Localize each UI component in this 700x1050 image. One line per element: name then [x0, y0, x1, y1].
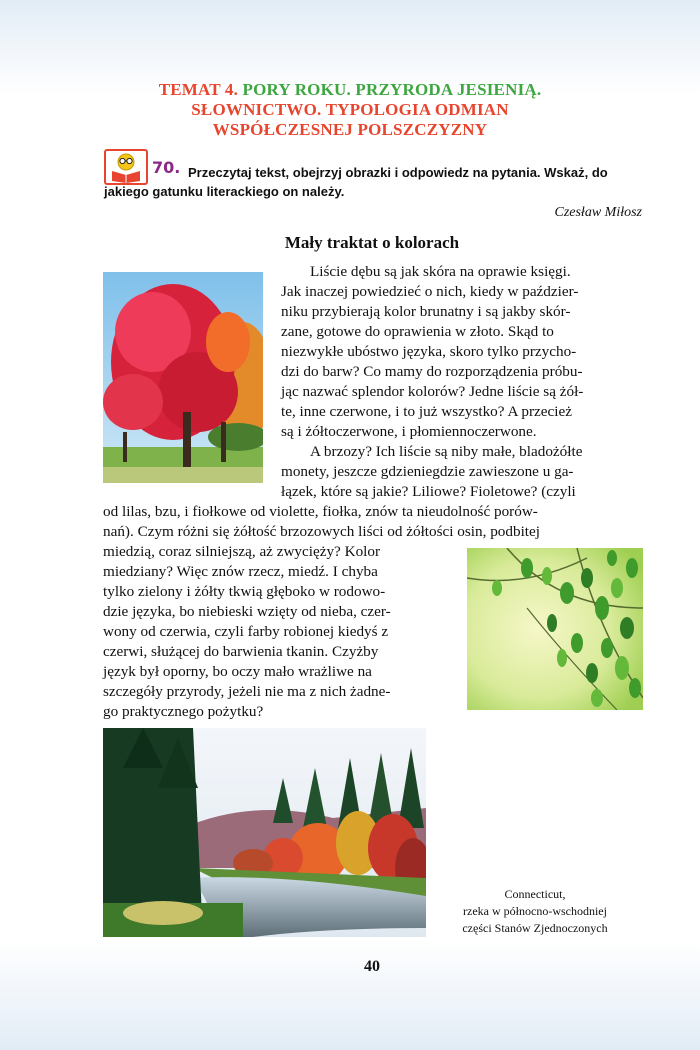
text-line-6: dzi do barw? Co mamy do rozporządzenia próbu- [281, 363, 583, 380]
text-line-2: Jak inaczej powiedzieć o nich, kiedy w paździer- [281, 283, 579, 300]
text-line-11: monety, jeszcze gdzieniegdzie zawieszone u ga- [281, 463, 574, 480]
caption-line-1: Connecticut, [504, 887, 566, 901]
text-line-16: miedziany? Więc znów rzecz, miedź. I chyba [103, 563, 378, 580]
text-line-4: zane, gotowe do oprawienia w złoto. Skąd to [281, 323, 554, 340]
text-line-20: czerwi, służącej do barwienia tkanin. Czyżby [103, 643, 379, 660]
text-line-9: są i żółtoczerwone, i płomiennoczerwone. [281, 423, 537, 440]
caption-line-2: rzeka w północno-wschodniej [463, 904, 607, 918]
text-line-23: go praktycznego pożytku? [103, 703, 264, 720]
text-line-13: od lilas, bzu, i fiołkowe od violette, fiołka, znów ta nieudolność porów- [103, 503, 538, 520]
lesson-title-line1 [0, 80, 700, 100]
text-line-15: miedzią, coraz silniejszą, aż zwycięży? Kolor [103, 543, 381, 560]
exercise-number: 70. [152, 158, 181, 177]
exercise-instruction: Przeczytaj tekst, obejrzyj obrazki i odpowiedz na pytania. Wskaż, do jakiego gatunku literackiego on należy. [104, 165, 608, 199]
lesson-title-line3: WSPÓŁCZESNEJ POLSZCZYZNY [212, 120, 488, 139]
text-line-12: łązek, które są jakie? Liliowe? Fioletowe? (czyli [281, 483, 576, 500]
topic-name: PORY ROKU. PRZYRODA JESIENIĄ. [242, 80, 542, 99]
text-line-18: dzie języka, bo niebieski wzięty od nieba, czer- [103, 603, 391, 620]
autumn-tree-photo [103, 272, 263, 483]
connecticut-river-photo [103, 728, 426, 937]
text-line-3: niku przybierają kolor brunatny i są jakby skór- [281, 303, 571, 320]
author-name: Czesław Miłosz [554, 205, 642, 220]
text-line-7: jąc nazwać splendor kolorów? Jedne liście są żół- [281, 383, 584, 400]
text-line-17: tylko zielony i żółty tkwią głęboko w rodowo- [103, 583, 386, 600]
birch-leaves-photo [467, 548, 643, 710]
text-line-22: szczegóły przyrody, jeżeli nie ma z nich żadne- [103, 683, 391, 700]
text-line-10: A brzozy? Ich liście są niby małe, bladożółte [310, 443, 583, 460]
text-line-8: te, inne czerwone, i to już wszystko? A przecież [281, 403, 572, 420]
lesson-title-line2: SŁOWNICTWO. TYPOLOGIA ODMIAN [191, 100, 509, 119]
text-line-5: niezwykłe ubóstwo języka, skoro tylko przycho- [281, 343, 577, 360]
page-number: 40 [364, 958, 380, 975]
caption-line-3: części Stanów Zjednoczonych [462, 921, 608, 935]
topic-number: TEMAT 4. [158, 80, 243, 99]
lesson-title [0, 80, 700, 140]
text-line-19: wony od czerwia, czyli farby robionej kiedyś z [103, 623, 389, 640]
text-line-21: język był oporny, bo oczy mało wrażliwe na [103, 663, 372, 680]
text-line-1: Liście dębu są jak skóra na oprawie księgi. [310, 263, 571, 280]
photo-caption [432, 886, 638, 937]
text-title: Mały traktat o kolorach [284, 233, 460, 252]
text-line-14: nań). Czym różni się żółtość brzozowych liści od żółtości osin, podbitej [103, 523, 540, 540]
